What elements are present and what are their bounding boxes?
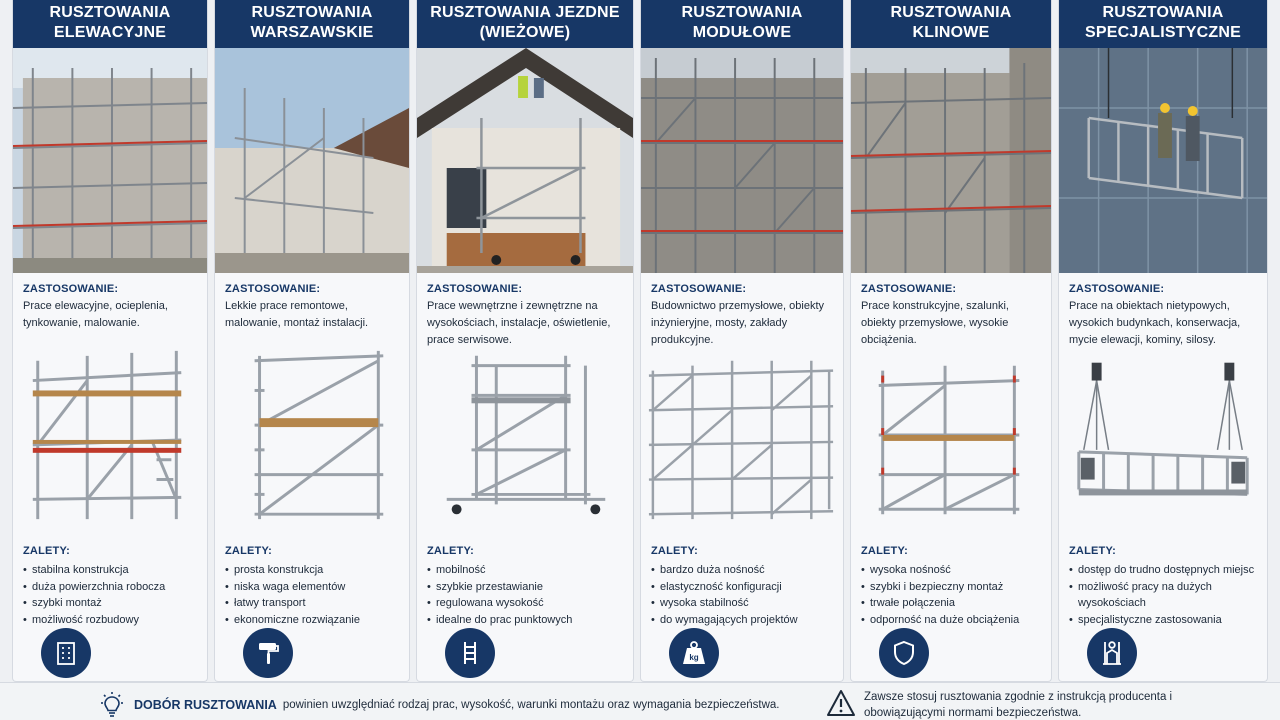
weight-icon [669, 628, 719, 678]
column-title [851, 0, 1051, 48]
title-line-1: RUSZTOWANIA [49, 4, 171, 21]
advantage-item: • regulowana wysokość [427, 595, 627, 612]
title-line-2: (WIEŻOWE) [479, 24, 571, 41]
advantage-item: • niska waga elementów [225, 579, 403, 596]
title-line-2: KLINOWE [912, 24, 990, 41]
title-line-1: RUSZTOWANIA JEZDNE [430, 4, 620, 21]
usage-label: ZASTOSOWANIE: [651, 283, 747, 295]
scaffold-types [12, 0, 1268, 682]
usage-text: Lekkie prace remontowe, malowanie, montaż instalacji. [225, 300, 369, 329]
shield-icon [879, 628, 929, 678]
title-line-2: SPECJALISTYCZNE [1085, 24, 1241, 41]
column-specjalistyczne [1058, 0, 1268, 682]
selection-tip [98, 691, 780, 719]
advantage-item: • odporność na duże obciążenia [861, 612, 1045, 629]
scaffold-illustration [13, 340, 207, 530]
usage-label: ZASTOSOWANIE: [861, 283, 957, 295]
column-title [1059, 0, 1267, 48]
scaffold-photo [851, 48, 1051, 273]
usage-label: ZASTOSOWANIE: [427, 283, 523, 295]
title-line-2: MODUŁOWE [692, 24, 792, 41]
usage-text: Prace konstrukcyjne, szalunki, obiekty przemysłowe, wysokie obciążenia. [861, 300, 1009, 346]
advantage-item: • stabilna konstrukcja [23, 562, 201, 579]
advantage-item: • możliwość rozbudowy [23, 612, 201, 629]
advantage-item: • możliwość pracy na dużych wysokościach [1069, 579, 1261, 612]
usage-text: Budownictwo przemysłowe, obiekty inżynieryjne, mosty, zakłady produkcyjne. [651, 300, 825, 346]
advantage-item: • bardzo duża nośność [651, 562, 837, 579]
column-title [641, 0, 843, 48]
advantage-item: • łatwy transport [225, 595, 403, 612]
scaffold-photo [1059, 48, 1267, 273]
warning-icon [826, 689, 856, 717]
advantage-item: • mobilność [427, 562, 627, 579]
column-modulowe [640, 0, 844, 682]
advantage-item: • wysoka nośność [861, 562, 1045, 579]
advantage-item: • szybkie przestawianie [427, 579, 627, 596]
advantage-item: • szybki montaż [23, 595, 201, 612]
title-line-1: RUSZTOWANIA [681, 4, 803, 21]
scaffold-illustration [215, 340, 409, 530]
worker-icon [1087, 628, 1137, 678]
title-line-1: RUSZTOWANIA [1102, 4, 1224, 21]
column-title [215, 0, 409, 48]
lightbulb-icon [98, 691, 126, 719]
column-klinowe [850, 0, 1052, 682]
usage-label: ZASTOSOWANIE: [23, 283, 119, 295]
weight-icon-label: kg [689, 653, 699, 662]
column-title [13, 0, 207, 48]
advantages-list [1069, 562, 1261, 628]
advantage-item: • elastyczność konfiguracji [651, 579, 837, 596]
title-line-2: WARSZAWSKIE [250, 24, 374, 41]
scaffold-photo [215, 48, 409, 273]
scaffold-photo [641, 48, 843, 273]
advantages-label: ZALETY: [23, 545, 71, 557]
advantages-list [861, 562, 1045, 628]
usage-text: Prace wewnętrzne i zewnętrzne na wysokościach, instalacje, oświetlenie, prace serwisowe. [427, 300, 611, 346]
column-warszawskie [214, 0, 410, 682]
usage-label: ZASTOSOWANIE: [1069, 283, 1165, 295]
safety-warning [826, 689, 1224, 720]
advantage-item: • szybki i bezpieczny montaż [861, 579, 1045, 596]
usage-text: Prace na obiektach nietypowych, wysokich budynkach, konserwacja, mycie elewacji, kominy, silosy. [1069, 300, 1241, 346]
advantage-item: • specjalistyczne zastosowania [1069, 612, 1261, 629]
scaffold-illustration [641, 340, 843, 530]
title-line-2: ELEWACYJNE [53, 24, 167, 41]
scaffold-photo [13, 48, 207, 273]
advantages-label: ZALETY: [1069, 545, 1117, 557]
scaffold-photo [417, 48, 633, 273]
advantages-label: ZALETY: [651, 545, 699, 557]
usage-text: Prace elewacyjne, ocieplenia, tynkowanie, malowanie. [23, 300, 168, 329]
advantage-item: • prosta konstrukcja [225, 562, 403, 579]
advantage-item: • do wymagających projektów [651, 612, 837, 629]
scaffold-illustration [1059, 340, 1267, 530]
advantages-list [23, 562, 201, 628]
advantages-list [651, 562, 837, 628]
advantages-label: ZALETY: [427, 545, 475, 557]
advantage-item: • ekonomiczne rozwiązanie [225, 612, 403, 629]
scaffold-illustration [851, 340, 1051, 530]
tip-text: powinien uwzględniać rodzaj prac, wysokość, warunki montażu oraz wymagania bezpieczeństwa. [282, 699, 780, 711]
advantages-label: ZALETY: [225, 545, 273, 557]
column-jezdne [416, 0, 634, 682]
ladder-icon [445, 628, 495, 678]
tip-heading: DOBÓR RUSZTOWANIA [134, 698, 277, 712]
footer [0, 682, 1280, 720]
title-line-1: RUSZTOWANIA [890, 4, 1012, 21]
title-line-1: RUSZTOWANIA [251, 4, 373, 21]
usage-label: ZASTOSOWANIE: [225, 283, 321, 295]
advantage-item: • wysoka stabilność [651, 595, 837, 612]
building-icon [41, 628, 91, 678]
advantages-list [225, 562, 403, 628]
column-elewacyjne [12, 0, 208, 682]
scaffold-illustration [417, 340, 633, 530]
column-title [417, 0, 633, 48]
advantage-item: • duża powierzchnia robocza [23, 579, 201, 596]
advantage-item: • idealne do prac punktowych [427, 612, 627, 629]
advantages-list [427, 562, 627, 628]
advantage-item: • dostęp do trudno dostępnych miejsc [1069, 562, 1261, 579]
advantage-item: • trwałe połączenia [861, 595, 1045, 612]
paint-roller-icon [243, 628, 293, 678]
advantages-label: ZALETY: [861, 545, 909, 557]
warning-text: Zawsze stosuj rusztowania zgodnie z instrukcją producenta i obowiązującymi normami bezpieczeństwa. [864, 691, 1173, 719]
